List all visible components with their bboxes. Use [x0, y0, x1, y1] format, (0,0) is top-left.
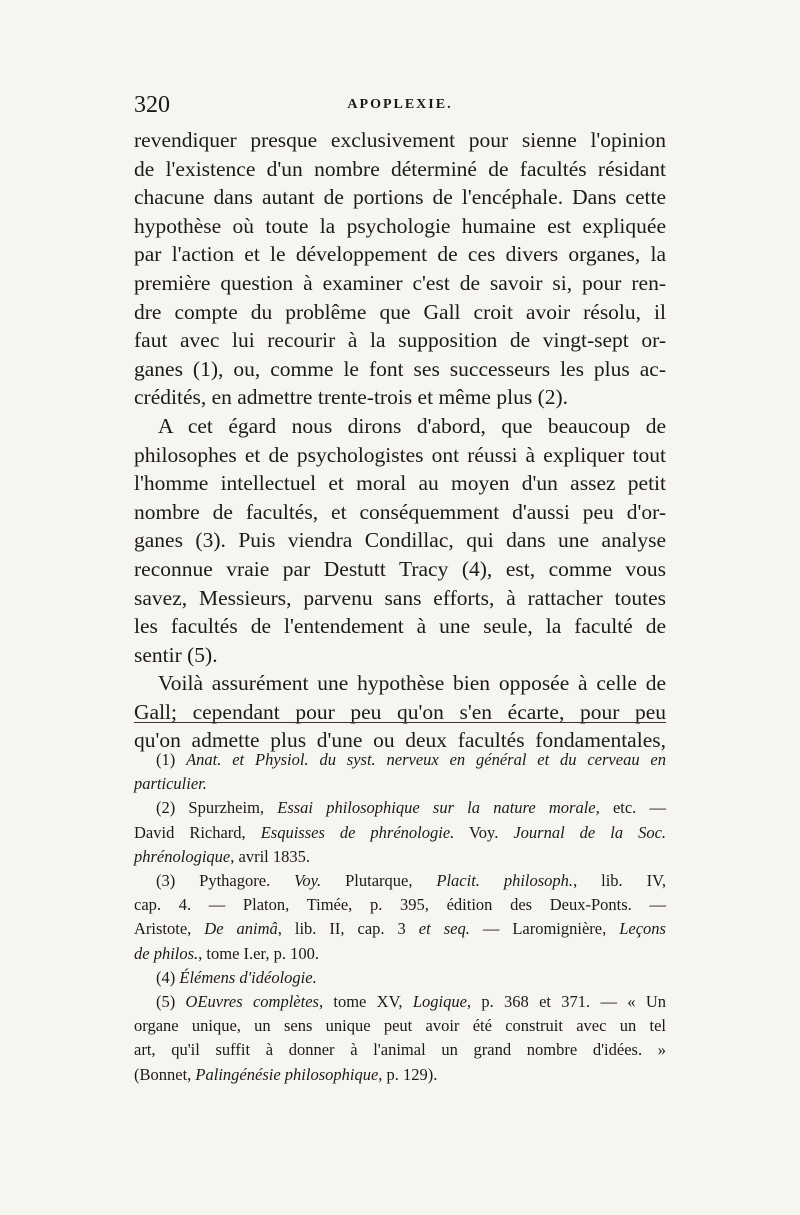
footnote-divider [134, 722, 666, 723]
text-line: reconnue vraie par Destutt Tracy (4), est, comme vous [134, 556, 666, 581]
main-text [134, 126, 666, 755]
text-line: de l'existence d'un nombre déterminé de facultés résidant [134, 156, 666, 181]
footnotes [134, 748, 666, 1087]
footnote-5: (5) OEuvres complètes, tome XV, Logique, p. 368 et 371. — « Un [156, 992, 666, 1012]
footnote-3: (3) Pythagore. Voy. Plutarque, Placit. philosoph., lib. IV, [156, 871, 666, 891]
footnote-3-cont: Aristote, De animâ, lib. II, cap. 3 et seq. — Laromignière, Leçons [134, 919, 666, 939]
text-line: sentir (5). [134, 642, 218, 667]
footnote-3-cont: de philos., tome I.er, p. 100. [134, 943, 319, 963]
text-line: A cet égard nous dirons d'abord, que beaucoup de [158, 413, 666, 438]
text-line: hypothèse où toute la psychologie humaine est expliquée [134, 213, 666, 238]
footnote-5-cont: art, qu'il suffit à donner à l'animal un grand nombre d'idées. » [134, 1040, 666, 1060]
footnote-5-cont: organe unique, un sens unique peut avoir été construit avec un tel [134, 1016, 666, 1036]
text-line: ganes (1), ou, comme le font ses successeurs les plus ac- [134, 356, 666, 381]
text-line: chacune dans autant de portions de l'encéphale. Dans cette [134, 185, 666, 210]
text-line: Gall; cependant pour peu qu'on s'en écarte, pour peu [134, 699, 666, 724]
text-line: première question à examiner c'est de savoir si, pour ren- [134, 270, 666, 295]
text-line: dre compte du problême que Gall croit avoir résolu, il [134, 299, 666, 324]
running-title: APOPLEXIE. [347, 97, 453, 112]
text-line: crédités, en admettre trente-trois et même plus (2). [134, 385, 569, 410]
text-line: faut avec lui recourir à la supposition de vingt-sept or- [134, 328, 666, 353]
text-line: les facultés de l'entendement à une seule, la faculté de [134, 614, 666, 639]
text-line: nombre de facultés, et conséquemment d'aussi peu d'or- [134, 499, 666, 524]
footnote-5-cont: (Bonnet, Palingénésie philosophique, p. 129). [134, 1064, 438, 1084]
footnote-2-cont: phrénologique, avril 1835. [134, 846, 310, 866]
footnote-2-cont: David Richard, Esquisses de phrénologie. Voy. Journal de la Soc. [134, 822, 667, 842]
footnote-1: (1) Anat. et Physiol. du syst. nerveux en général et du cerveau en [156, 750, 666, 769]
page-number: 320 [134, 92, 170, 118]
footnote-4: (4) Élémens d'idéologie. [156, 967, 317, 987]
text-line: l'homme intellectuel et moral au moyen d'un assez petit [134, 471, 666, 496]
text-line: qu'on admette plus d'une ou deux facultés fondamentales, [134, 728, 666, 753]
text-line: savez, Messieurs, parvenu sans efforts, à rattacher toutes [134, 585, 666, 610]
footnote-3-cont: cap. 4. — Platon, Timée, p. 395, édition des Deux-Ponts. — [134, 895, 666, 915]
page-header [134, 90, 666, 120]
text-line: revendiquer presque exclusivement pour sienne l'opinion [134, 128, 666, 152]
footnote-2: (2) Spurzheim, Essai philosophique sur la nature morale, etc. — [156, 798, 666, 818]
text-line: Voilà assurément une hypothèse bien opposée à celle de [158, 671, 666, 696]
text-line: ganes (3). Puis viendra Condillac, qui dans une analyse [134, 528, 666, 553]
text-line: philosophes et de psychologistes ont réussi à expliquer tout [134, 442, 666, 467]
footnote-1-cont: particulier. [134, 774, 207, 794]
text-line: par l'action et le développement de ces divers organes, la [134, 242, 666, 267]
